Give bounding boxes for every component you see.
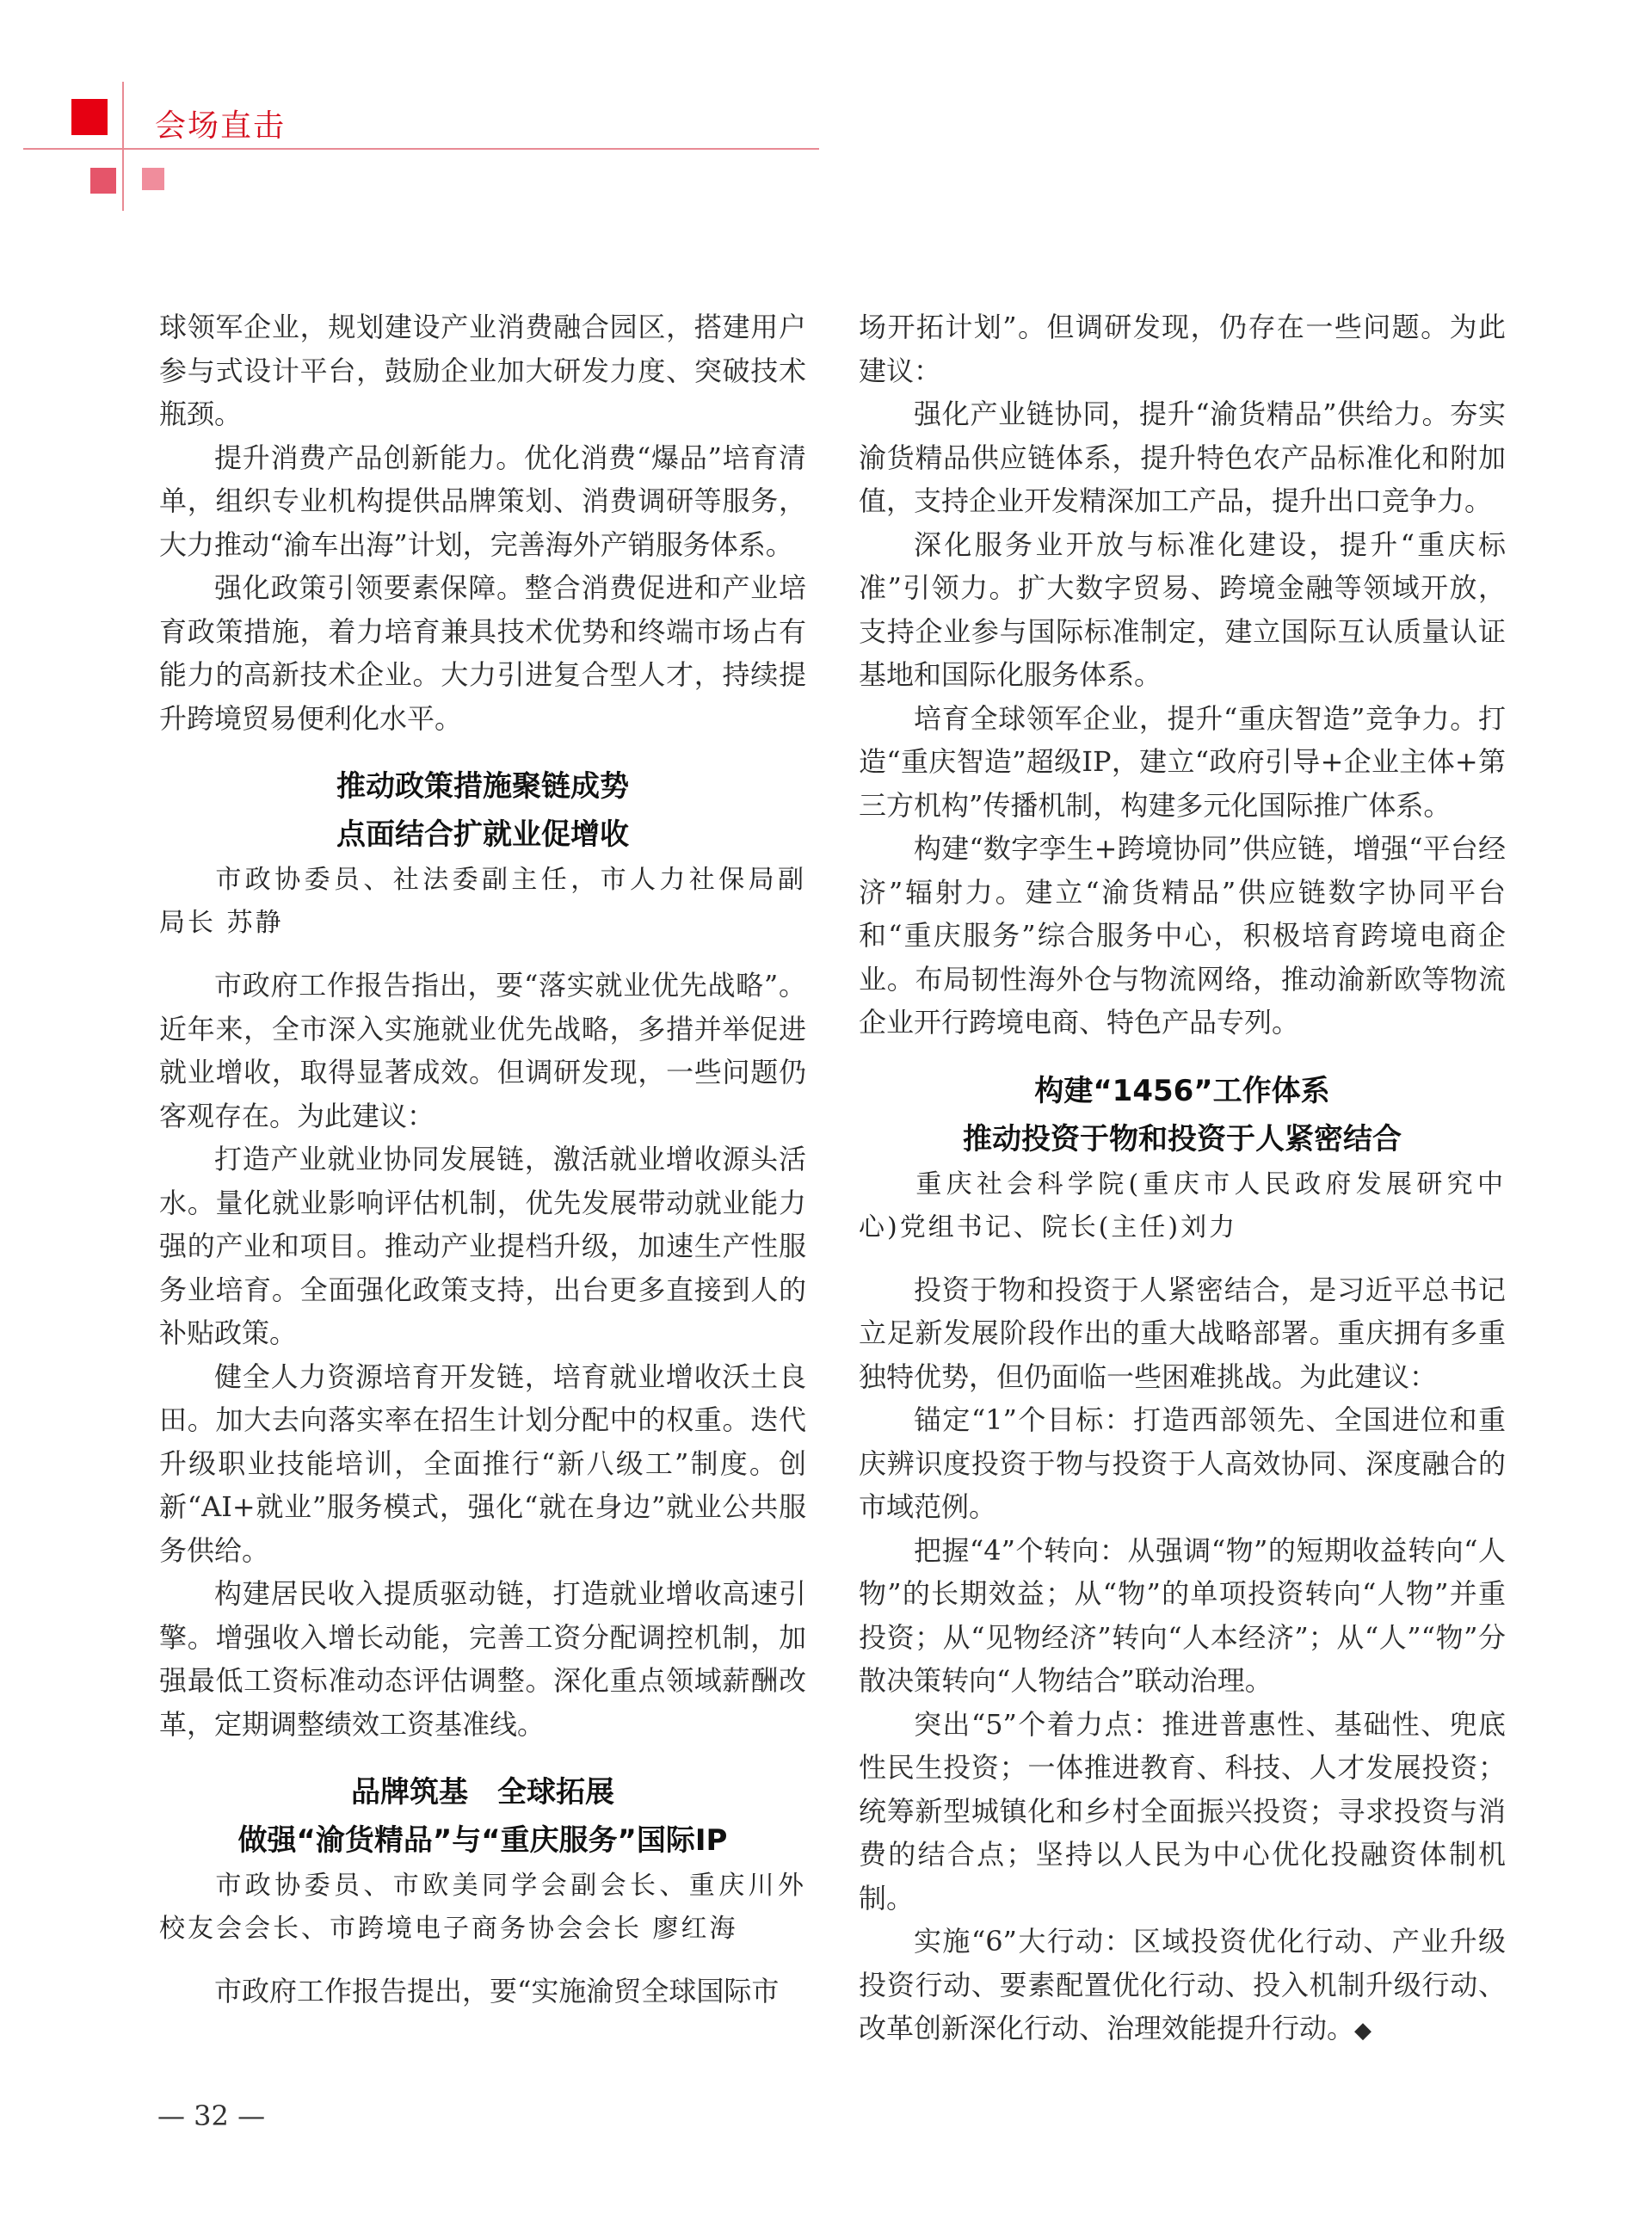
header-vertical-rule	[122, 82, 124, 211]
paragraph: 场开拓计划”。但调研发现，仍存在一些问题。为此建议：	[859, 311, 1506, 387]
header-horizontal-rule	[23, 148, 819, 150]
article-title-line2: 推动投资于物和投资于人紧密结合	[963, 1121, 1402, 1156]
article-title-line1: 构建“1456”工作体系	[1034, 1073, 1330, 1108]
article-title-line2: 做强“渝货精品”与“重庆服务”国际IP	[237, 1823, 728, 1858]
left-column	[159, 305, 806, 2013]
article-author	[859, 1163, 1506, 1249]
paragraph: 投资于物和投资于人紧密结合，是习近平总书记立足新发展阶段作出的重大战略部署。重庆拥有多重独特优势，但仍面临一些困难挑战。为此建议：	[859, 1273, 1506, 1393]
paragraph: 构建“数字孪生+跨境协同”供应链，增强“平台经济”辐射力。建立“渝货精品”供应链数字协同平台和“重庆服务”综合服务中心，积极培育跨境电商企业。布局韧性海外仓与物流网络，推动渝新欧等物流企业开行跨境电商、特色产品专列。	[859, 832, 1506, 1039]
paragraph: 突出“5”个着力点：推进普惠性、基础性、兜底性民生投资；一体推进教育、科技、人才发展投资；统筹新型城镇化和乡村全面振兴投资；寻求投资与消费的结合点；坚持以人民为中心优化投融资体制机制。	[859, 1707, 1506, 1915]
paragraph: 深化服务业开放与标准化建设，提升“重庆标准”引领力。扩大数字贸易、跨境金融等领域开放，支持企业参与国际标准制定，建立国际互认质量认证基地和国际化服务体系。	[859, 527, 1506, 691]
page-number: — 32 —	[157, 2100, 266, 2132]
header-small-square	[90, 168, 116, 194]
paragraph-final	[859, 1920, 1506, 2053]
article-heading	[859, 1067, 1506, 1163]
author-text: 重庆社会科学院(重庆市人民政府发展研究中心)党组书记、院长(主任)刘力	[859, 1168, 1506, 1242]
article-author	[159, 1865, 806, 1951]
paragraph: 强化产业链协同，提升“渝货精品”供给力。夯实渝货精品供应链体系，提升特色农产品标准化和附加值，支持企业开发精深加工产品，提升出口竞争力。	[859, 398, 1506, 517]
article-heading	[159, 1768, 806, 1865]
article-title-line1: 品牌筑基 全球拓展	[351, 1775, 614, 1810]
paragraph: 市政府工作报告指出，要“落实就业优先战略”。近年来，全市深入实施就业优先战略，多措并举促进就业增收，取得显著成效。但调研发现，一些问题仍客观存在。为此建议：	[159, 969, 806, 1132]
header-red-square	[71, 99, 108, 135]
paragraph-text: 实施“6”大行动：区域投资优化行动、产业升级投资行动、要素配置优化行动、投入机制升级行动、改革创新深化行动、治理效能提升行动。	[859, 1925, 1506, 2044]
article-title-line1: 推动政策措施聚链成势	[336, 769, 629, 804]
paragraph: 健全人力资源培育开发链，培育就业增收沃土良田。加大去向落实率在招生计划分配中的权重。迭代升级职业技能培训，全面推行“新八级工”制度。创新“AI+就业”服务模式，强化“就在身边”就业公共服务供给。	[159, 1360, 806, 1567]
author-text: 市政协委员、社法委副主任，市人力社保局副局长 苏静	[159, 865, 806, 938]
article-heading	[159, 762, 806, 859]
paragraph: 构建居民收入提质驱动链，打造就业增收高速引擎。增强收入增长动能，完善工资分配调控机制，加强最低工资标准动态评估调整。深化重点领域薪酬改革，定期调整绩效工资基准线。	[159, 1577, 806, 1741]
paragraph: 市政府工作报告提出，要“实施渝贸全球国际市	[214, 1975, 780, 2007]
paragraph: 球领军企业，规划建设产业消费融合园区，搭建用户参与式设计平台，鼓励企业加大研发力度、突破技术瓶颈。	[159, 311, 806, 430]
right-column	[859, 305, 1506, 2053]
end-mark-icon: ◆	[1354, 2018, 1372, 2044]
header-small-square-light	[142, 168, 164, 190]
paragraph: 培育全球领军企业，提升“重庆智造”竞争力。打造“重庆智造”超级IP，建立“政府引导+企业主体+第三方机构”传播机制，构建多元化国际推广体系。	[859, 701, 1506, 822]
author-text: 市政协委员、市欧美同学会副会长、重庆川外校友会会长、市跨境电子商务协会会长 廖红海	[159, 1871, 806, 1944]
article-title-line2: 点面结合扩就业促增收	[336, 817, 629, 852]
paragraph: 锚定“1”个目标：打造西部领先、全国进位和重庆辨识度投资于物与投资于人高效协同、深度融合的市域范例。	[859, 1403, 1506, 1523]
paragraph: 把握“4”个转向：从强调“物”的短期收益转向“人物”的长期效益；从“物”的单项投资转向“人物”并重投资；从“见物经济”转向“人本经济”；从“人”“物”分散决策转向“人物结合”联动治理。	[859, 1533, 1506, 1697]
paragraph: 强化政策引领要素保障。整合消费促进和产业培育政策措施，着力培育兼具技术优势和终端市场占有能力的高新技术企业。大力引进复合型人才，持续提升跨境贸易便利化水平。	[159, 571, 806, 735]
paragraph: 提升消费产品创新能力。优化消费“爆品”培育清单，组织专业机构提供品牌策划、消费调研等服务，大力推动“渝车出海”计划，完善海外产销服务体系。	[159, 441, 806, 561]
paragraph: 打造产业就业协同发展链，激活就业增收源头活水。量化就业影响评估机制，优先发展带动就业能力强的产业和项目。推动产业提档升级，加速生产性服务业培育。全面强化政策支持，出台更多直接到人的补贴政策。	[159, 1143, 806, 1349]
article-author	[159, 859, 806, 945]
section-title: 会场直击	[155, 108, 287, 144]
